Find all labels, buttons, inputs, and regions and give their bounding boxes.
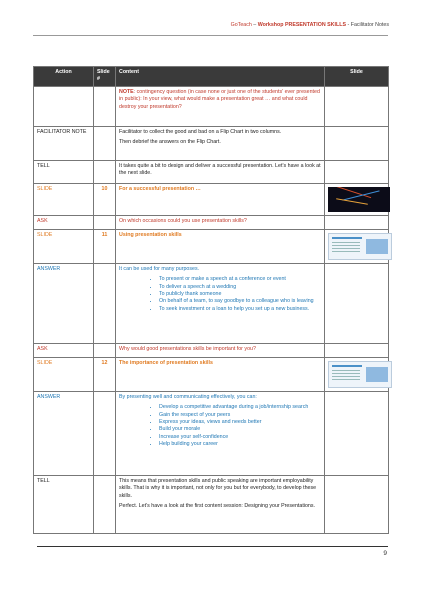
slide-thumbnail-cell	[325, 391, 389, 475]
list-item: • To publicly thank someone	[159, 291, 321, 298]
slide-number-cell: 10	[94, 183, 116, 215]
content-cell	[116, 391, 325, 475]
content-paragraph: It takes quite a bit to design and deliver a successful presentation. Let’s have a look at the next slide.	[119, 162, 321, 177]
table-row	[34, 229, 389, 263]
header-title: Workshop PRESENTATION SKILLS	[257, 22, 346, 28]
slide-number-cell	[94, 475, 116, 533]
slide-thumbnail-cell	[325, 229, 389, 263]
action-cell: ASK	[34, 343, 94, 357]
slide-number-cell	[94, 126, 116, 160]
header-separator: –	[251, 22, 258, 28]
action-cell: SLIDE	[34, 229, 94, 263]
header-subtitle: Facilitator Notes	[350, 22, 389, 28]
page-header	[231, 22, 389, 28]
slide-thumbnail-cell	[325, 86, 389, 126]
answer-bullet-list	[119, 276, 321, 313]
content-cell	[116, 126, 325, 160]
content-paragraph: Then debrief the answers on the Flip Chart.	[119, 139, 221, 146]
list-item: • Help building your career	[159, 441, 321, 448]
note-text: : contingency question (in case none or just one of the students’ ever presented in public): In your view, what would make a presentation great … and what could destroy your presentation?	[119, 88, 320, 110]
table-row	[34, 263, 389, 343]
list-item: • Increase your self-confidence	[159, 434, 321, 441]
content-paragraph: This means that presentation skills and public speaking are important employability skills. That is why it is important, not only for you but for everybody, to develop these skills.	[119, 477, 317, 499]
slide-thumbnail-cell	[325, 343, 389, 357]
header-rule	[33, 35, 388, 36]
slide-thumbnail-cell	[325, 126, 389, 160]
slide-number-cell	[94, 263, 116, 343]
content-cell: For a successful presentation …	[116, 183, 325, 215]
content-cell	[116, 86, 325, 126]
column-header-content: Content	[116, 67, 325, 87]
action-cell: FACILITATOR NOTE	[34, 126, 94, 160]
slide-thumbnail-image	[328, 233, 392, 260]
footer-rule	[37, 546, 388, 547]
slide-thumbnail-cell	[325, 183, 389, 215]
table-row	[34, 160, 389, 183]
header-brand: GoTeach	[230, 22, 252, 28]
column-header-slide-number: Slide #	[94, 67, 116, 87]
content-cell: Using presentation skills	[116, 229, 325, 263]
action-cell: SLIDE	[34, 357, 94, 391]
content-paragraph: Facilitator to collect the good and bad on a Flip Chart in two columns.	[119, 128, 282, 135]
table-row	[34, 215, 389, 229]
header-separator: -	[346, 22, 351, 28]
action-cell: ANSWER	[34, 391, 94, 475]
list-item: • On behalf of a team, to say goodbye to a colleague who is leaving	[159, 298, 321, 305]
table-row	[34, 343, 389, 357]
answer-intro: It can be used for many purposes.	[119, 265, 200, 272]
slide-thumbnail-cell	[325, 160, 389, 183]
content-cell: Why would good presentations skills be important for you?	[116, 343, 325, 357]
slide-thumbnail-image	[328, 187, 390, 212]
table-row	[34, 391, 389, 475]
table-row	[34, 475, 389, 533]
list-item: • To deliver a speech at a wedding	[159, 284, 321, 291]
action-cell	[34, 86, 94, 126]
table-row	[34, 357, 389, 391]
column-header-action: Action	[34, 67, 94, 87]
slide-number-cell	[94, 160, 116, 183]
action-cell: TELL	[34, 475, 94, 533]
list-item: • Build your morale	[159, 426, 321, 433]
action-cell: TELL	[34, 160, 94, 183]
slide-thumbnail-cell	[325, 357, 389, 391]
list-item: • Develop a competitive advantage during a job/internship search	[159, 404, 321, 411]
answer-bullet-list	[119, 404, 321, 448]
slide-thumbnail-cell	[325, 475, 389, 533]
list-item: • To seek investment or a loan to help you set up a new business.	[159, 306, 321, 313]
slide-number-cell	[94, 343, 116, 357]
content-cell: On which occasions could you use presentation skills?	[116, 215, 325, 229]
note-label: NOTE	[119, 88, 134, 95]
action-cell: ASK	[34, 215, 94, 229]
table-row	[34, 183, 389, 215]
content-cell: The importance of presentation skills	[116, 357, 325, 391]
list-item: • Gain the respect of your peers	[159, 412, 321, 419]
column-header-slide: Slide	[325, 67, 389, 87]
table-row	[34, 126, 389, 160]
slide-thumbnail-cell	[325, 215, 389, 229]
slide-number-cell: 11	[94, 229, 116, 263]
content-paragraph: Perfect. Let’s have a look at the first content session: Designing your Presentations.	[119, 503, 315, 510]
slide-number-cell	[94, 391, 116, 475]
answer-intro: By presenting well and communicating effectively, you can:	[119, 393, 257, 400]
content-cell	[116, 263, 325, 343]
slide-number-cell	[94, 215, 116, 229]
table-row	[34, 86, 389, 126]
slide-number-cell: 12	[94, 357, 116, 391]
content-cell	[116, 160, 325, 183]
action-cell: SLIDE	[34, 183, 94, 215]
slide-thumbnail-cell	[325, 263, 389, 343]
page-number: 9	[383, 550, 387, 557]
table-header-row	[34, 67, 389, 87]
content-cell	[116, 475, 325, 533]
list-item: • To present or make a speech at a conference or event	[159, 276, 321, 283]
list-item: • Express your ideas, views and needs better	[159, 419, 321, 426]
action-cell: ANSWER	[34, 263, 94, 343]
slide-number-cell	[94, 86, 116, 126]
slide-thumbnail-image	[328, 361, 392, 388]
facilitator-notes-table	[33, 66, 389, 534]
